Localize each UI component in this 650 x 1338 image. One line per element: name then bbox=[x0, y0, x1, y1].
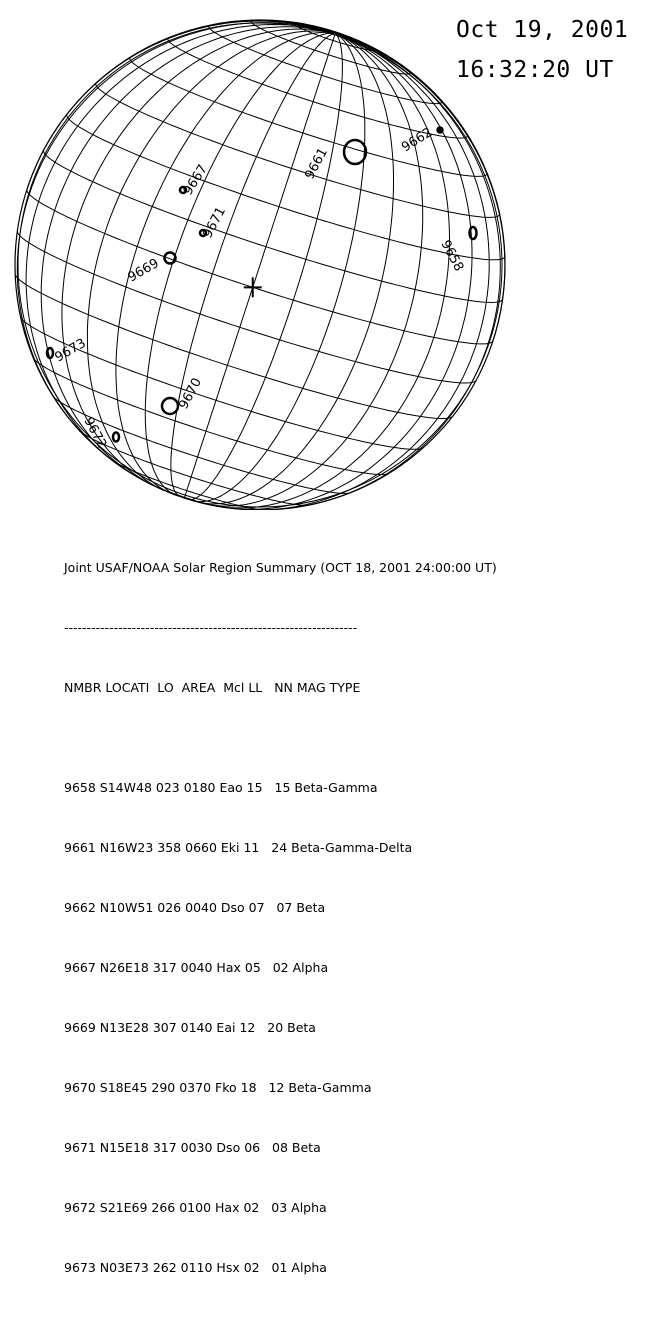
region-label: 9670 bbox=[176, 376, 205, 412]
summary-row: 9673 N03E73 262 0110 Hsx 02 01 Alpha bbox=[64, 1258, 497, 1278]
summary-row: 9670 S18E45 290 0370 Fko 18 12 Beta-Gamma bbox=[64, 1078, 497, 1098]
region-label: 9671 bbox=[200, 205, 229, 241]
longitude-line bbox=[228, 33, 473, 509]
region-marker bbox=[162, 398, 178, 414]
summary-row: 9667 N26E18 317 0040 Hax 05 02 Alpha bbox=[64, 958, 497, 978]
region-label: 9658 bbox=[437, 238, 466, 274]
longitude-line bbox=[171, 33, 336, 497]
region-9667 bbox=[180, 162, 211, 198]
summary-row: 9671 N15E18 317 0030 Dso 06 08 Beta bbox=[64, 1138, 497, 1158]
summary-row: 9672 S21E69 266 0100 Hax 02 03 Alpha bbox=[64, 1198, 497, 1218]
summary-title: Joint USAF/NOAA Solar Region Summary (OCT 18, 2001 24:00:00 UT) bbox=[64, 558, 497, 578]
region-marker bbox=[344, 140, 366, 164]
region-marker bbox=[438, 128, 443, 133]
summary-row: 9658 S14W48 023 0180 Eao 15 15 Beta-Gamma bbox=[64, 778, 497, 798]
region-label: 9667 bbox=[181, 162, 211, 198]
region-9658 bbox=[437, 227, 476, 274]
longitude-line bbox=[201, 33, 394, 504]
summary-row: 9662 N10W51 026 0040 Dso 07 07 Beta bbox=[64, 898, 497, 918]
active-regions bbox=[47, 125, 477, 451]
region-9673 bbox=[47, 336, 89, 366]
observation-date: Oct 19, 2001 bbox=[456, 17, 628, 43]
longitude-line bbox=[216, 33, 450, 508]
summary-header: NMBR LOCATI LO AREA Mcl LL NN MAG TYPE bbox=[64, 678, 497, 698]
longitude-line bbox=[184, 33, 335, 498]
longitude-line bbox=[17, 23, 335, 431]
region-9671 bbox=[200, 205, 229, 241]
region-9661 bbox=[302, 140, 366, 182]
observation-time: 16:32:20 UT bbox=[456, 57, 614, 83]
longitude-line bbox=[189, 33, 343, 500]
region-label: 9661 bbox=[302, 146, 331, 182]
longitude-line bbox=[87, 31, 335, 490]
region-label: 9672 bbox=[80, 415, 109, 451]
summary-row: 9661 N16W23 358 0660 Eki 11 24 Beta-Gamma-Delta bbox=[64, 838, 497, 858]
longitude-line bbox=[145, 33, 335, 495]
region-marker bbox=[470, 227, 477, 239]
summary-divider: ----------------------------------------------------------------- bbox=[64, 618, 497, 638]
longitude-line bbox=[27, 21, 335, 189]
region-label: 9669 bbox=[126, 256, 162, 286]
region-summary bbox=[64, 518, 497, 1338]
disk-center-cross-icon bbox=[244, 277, 262, 297]
summary-rows bbox=[64, 738, 497, 1318]
summary-row: 9669 N13E28 307 0140 Eai 12 20 Beta bbox=[64, 1018, 497, 1038]
region-9669 bbox=[126, 253, 176, 286]
region-marker bbox=[113, 433, 119, 442]
region-label: 9662 bbox=[399, 125, 435, 155]
region-label: 9673 bbox=[53, 336, 89, 366]
